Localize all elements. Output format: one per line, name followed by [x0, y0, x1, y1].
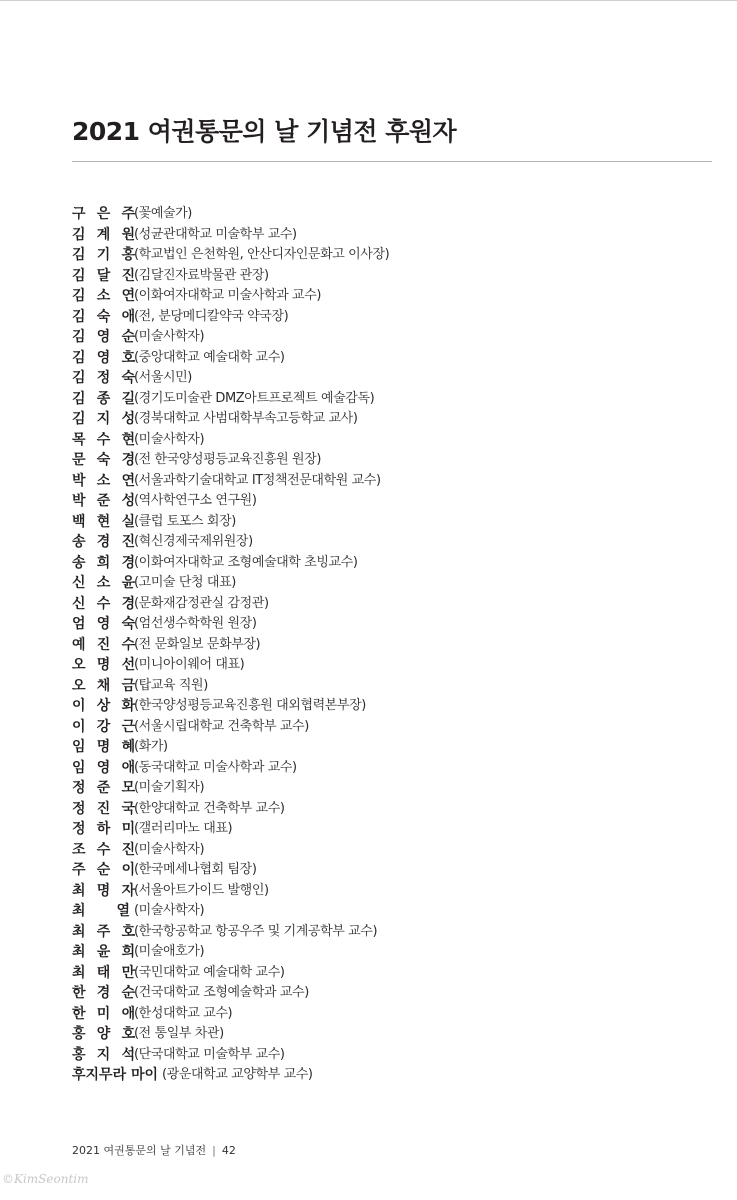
sponsor-row: [72, 758, 692, 779]
sponsor-row: [72, 881, 692, 902]
sponsor-row: [72, 922, 692, 943]
sponsor-name: 조 수 진: [72, 841, 139, 858]
sponsor-row: [72, 901, 692, 922]
sponsor-affiliation: (경북대학교 사범대학부속고등학교 교사): [134, 411, 358, 426]
sponsor-name: 임 영 애: [72, 759, 139, 776]
sponsor-affiliation: (김달진자료박물관 관장): [134, 267, 269, 283]
sponsor-affiliation: (한국양성평등교육진흥원 대외협력본부장): [134, 698, 366, 713]
sponsor-name: 김 정 숙: [72, 370, 139, 386]
sponsor-name: 오 채 금: [72, 677, 139, 694]
sponsor-affiliation: (미술기획자): [134, 780, 205, 795]
sponsor-row: [72, 614, 692, 635]
sponsor-name: 정 하 미: [72, 821, 139, 837]
sponsor-row: [72, 368, 692, 389]
sponsor-affiliation: (미니아이웨어 대표): [134, 657, 245, 672]
sponsor-row: [72, 676, 692, 697]
sponsor-name: 오 명 선: [72, 657, 139, 673]
watermark: ©KimSeontim: [2, 1172, 89, 1186]
sponsor-affiliation: (학교법인 은천학원, 안산디자인문화고 이사장): [134, 247, 390, 262]
top-edge-line: [0, 0, 737, 1]
sponsor-row: [72, 717, 692, 738]
sponsor-row: [72, 840, 692, 861]
sponsor-affiliation: (미술사학자): [134, 431, 205, 447]
sponsor-affiliation: (서울과학기술대학교 IT정책전문대학원 교수): [134, 472, 381, 488]
sponsor-row: [72, 225, 692, 246]
sponsor-name-part: 최: [72, 903, 86, 919]
page-footer: [72, 1142, 236, 1158]
sponsor-affiliation: (미술사학자): [134, 903, 205, 918]
sponsor-name: 신 수 경: [72, 595, 139, 612]
sponsor-name: 구 은 주: [72, 206, 139, 222]
sponsor-row: [72, 286, 692, 307]
sponsor-row: [72, 1004, 692, 1025]
sponsor-row: [72, 245, 692, 266]
sponsor-name: 이 상 화: [72, 698, 139, 714]
sponsor-name: 김 종 길: [72, 390, 139, 407]
sponsor-name: 임 명 혜: [72, 739, 139, 755]
sponsor-row: [72, 450, 692, 471]
sponsor-affiliation: (탑교육 직원): [134, 677, 208, 693]
sponsor-row: [72, 635, 692, 656]
sponsor-row: [72, 963, 692, 984]
sponsor-name: 최 주 호: [72, 923, 139, 940]
sponsor-row: [72, 1045, 692, 1066]
page-number: 42: [221, 1144, 236, 1157]
sponsor-name: 박 소 연: [72, 472, 139, 489]
sponsor-affiliation: (엄선생수학학원 원장): [134, 616, 257, 631]
sponsor-name: 김 지 성: [72, 411, 139, 427]
sponsor-affiliation: (성균관대학교 미술학부 교수): [134, 226, 297, 242]
footer-separator: |: [212, 1144, 216, 1157]
sponsor-name: 한 미 애: [72, 1005, 139, 1022]
sponsor-affiliation: (중앙대학교 예술대학 교수): [134, 349, 285, 365]
sponsor-affiliation: (꽃예술가): [134, 206, 192, 221]
sponsor-row: [72, 594, 692, 615]
sponsor-name: 문 숙 경: [72, 452, 139, 468]
sponsor-row: [72, 204, 692, 225]
sponsor-name: 최 명 자: [72, 882, 139, 899]
sponsor-affiliation: (미술사학자): [134, 329, 205, 344]
sponsor-affiliation: (서울아트가이드 발행인): [134, 882, 269, 898]
sponsor-name: 정 준 모: [72, 780, 139, 796]
sponsor-affiliation: (한성대학교 교수): [134, 1005, 233, 1021]
page-title: 2021 여권통문의 날 기념전 후원자: [72, 117, 457, 146]
sponsor-name: 송 희 경: [72, 554, 139, 571]
sponsor-name: 최 윤 희: [72, 944, 139, 960]
sponsor-affiliation: (서울시립대학교 건축학부 교수): [134, 718, 309, 734]
sponsor-row: [72, 409, 692, 430]
sponsor-row: [72, 983, 692, 1004]
title-divider: [72, 161, 712, 162]
sponsor-affiliation: (전 통일부 차관): [134, 1026, 224, 1041]
sponsor-row: [72, 532, 692, 553]
sponsor-name-part: 열: [116, 903, 130, 919]
sponsor-affiliation: (국민대학교 예술대학 교수): [134, 964, 285, 980]
sponsor-name: 이 강 근: [72, 718, 139, 735]
sponsor-name: 엄 영 숙: [72, 616, 139, 632]
sponsor-name: 후지무라 마이: [72, 1067, 159, 1083]
sponsor-name: 김 달 진: [72, 267, 139, 284]
sponsor-affiliation: (미술애호가): [134, 944, 205, 959]
sponsor-list: [72, 204, 692, 1086]
footer-title: 2021 여권통문의 날 기념전: [72, 1144, 207, 1157]
sponsor-row: [72, 430, 692, 451]
sponsor-affiliation: (한국항공학교 항공우주 및 기계공학부 교수): [134, 923, 378, 939]
sponsor-affiliation: (갤러리마노 대표): [134, 821, 233, 836]
sponsor-row: [72, 942, 692, 963]
sponsor-affiliation: (문화재감정관실 감정관): [134, 595, 269, 611]
sponsor-row: [72, 778, 692, 799]
sponsor-affiliation: (클럽 토포스 회장): [134, 513, 236, 529]
sponsor-name: 송 경 진: [72, 534, 139, 550]
sponsor-affiliation: (광운대학교 교양학부 교수): [162, 1067, 313, 1082]
sponsor-row: [72, 553, 692, 574]
sponsor-row: [72, 512, 692, 533]
sponsor-row: [72, 1024, 692, 1045]
sponsor-affiliation: (한양대학교 건축학부 교수): [134, 800, 285, 816]
sponsor-affiliation: (전 문화일보 문화부장): [134, 636, 261, 652]
sponsor-row: [72, 819, 692, 840]
sponsor-name: 김 영 순: [72, 329, 139, 345]
sponsor-affiliation: (한국메세나협회 팀장): [134, 862, 257, 877]
sponsor-name: 예 진 수: [72, 636, 139, 653]
sponsor-row: [72, 348, 692, 369]
sponsor-name: 주 순 이: [72, 862, 139, 878]
sponsor-name: 최 태 만: [72, 964, 139, 981]
sponsor-row: [72, 389, 692, 410]
sponsor-affiliation: (전, 분당메디칼약국 약국장): [134, 308, 289, 324]
sponsor-name: 한 경 순: [72, 985, 139, 1001]
sponsor-affiliation: (건국대학교 조형예술학과 교수): [134, 985, 309, 1000]
sponsor-name: 김 영 호: [72, 349, 139, 366]
sponsor-affiliation: (이화여자대학교 미술사학과 교수): [134, 288, 322, 303]
sponsor-name: 신 소 윤: [72, 575, 139, 591]
sponsor-row: [72, 860, 692, 881]
sponsor-row: [72, 266, 692, 287]
sponsor-name: 김 계 원: [72, 226, 139, 243]
sponsor-row: [72, 737, 692, 758]
sponsor-name: 홍 지 석: [72, 1046, 139, 1063]
sponsor-name: 김 기 홍: [72, 247, 139, 263]
sponsor-affiliation: (이화여자대학교 조형예술대학 초빙교수): [134, 554, 358, 570]
sponsor-affiliation: (미술사학자): [134, 841, 205, 857]
sponsor-row: [72, 471, 692, 492]
sponsor-name: 홍 양 호: [72, 1026, 139, 1042]
sponsor-row: [72, 307, 692, 328]
sponsor-row: [72, 491, 692, 512]
sponsor-affiliation: (동국대학교 미술사학과 교수): [134, 759, 297, 775]
sponsor-row: [72, 799, 692, 820]
sponsor-affiliation: (화가): [134, 739, 168, 754]
sponsor-row: [72, 327, 692, 348]
sponsor-row: [72, 696, 692, 717]
sponsor-name: 김 숙 애: [72, 308, 139, 325]
sponsor-affiliation: (단국대학교 미술학부 교수): [134, 1046, 285, 1062]
sponsor-name: 목 수 현: [72, 431, 139, 448]
sponsor-affiliation: (역사학연구소 연구원): [134, 493, 257, 508]
sponsor-row: [72, 1065, 692, 1086]
sponsor-name: 백 현 실: [72, 513, 139, 530]
sponsor-name: [72, 901, 134, 922]
sponsor-row: [72, 655, 692, 676]
sponsor-affiliation: (전 한국양성평등교육진흥원 원장): [134, 452, 322, 467]
sponsor-name: 박 준 성: [72, 493, 139, 509]
sponsor-name: 정 진 국: [72, 800, 139, 817]
sponsor-affiliation: (고미술 단청 대표): [134, 575, 236, 590]
sponsor-affiliation: (혁신경제국제위원장): [134, 534, 253, 549]
sponsor-name: 김 소 연: [72, 288, 139, 304]
sponsor-affiliation: (경기도미술관 DMZ아트프로젝트 예술감독): [134, 390, 375, 406]
sponsor-row: [72, 573, 692, 594]
sponsor-affiliation: (서울시민): [134, 370, 192, 385]
